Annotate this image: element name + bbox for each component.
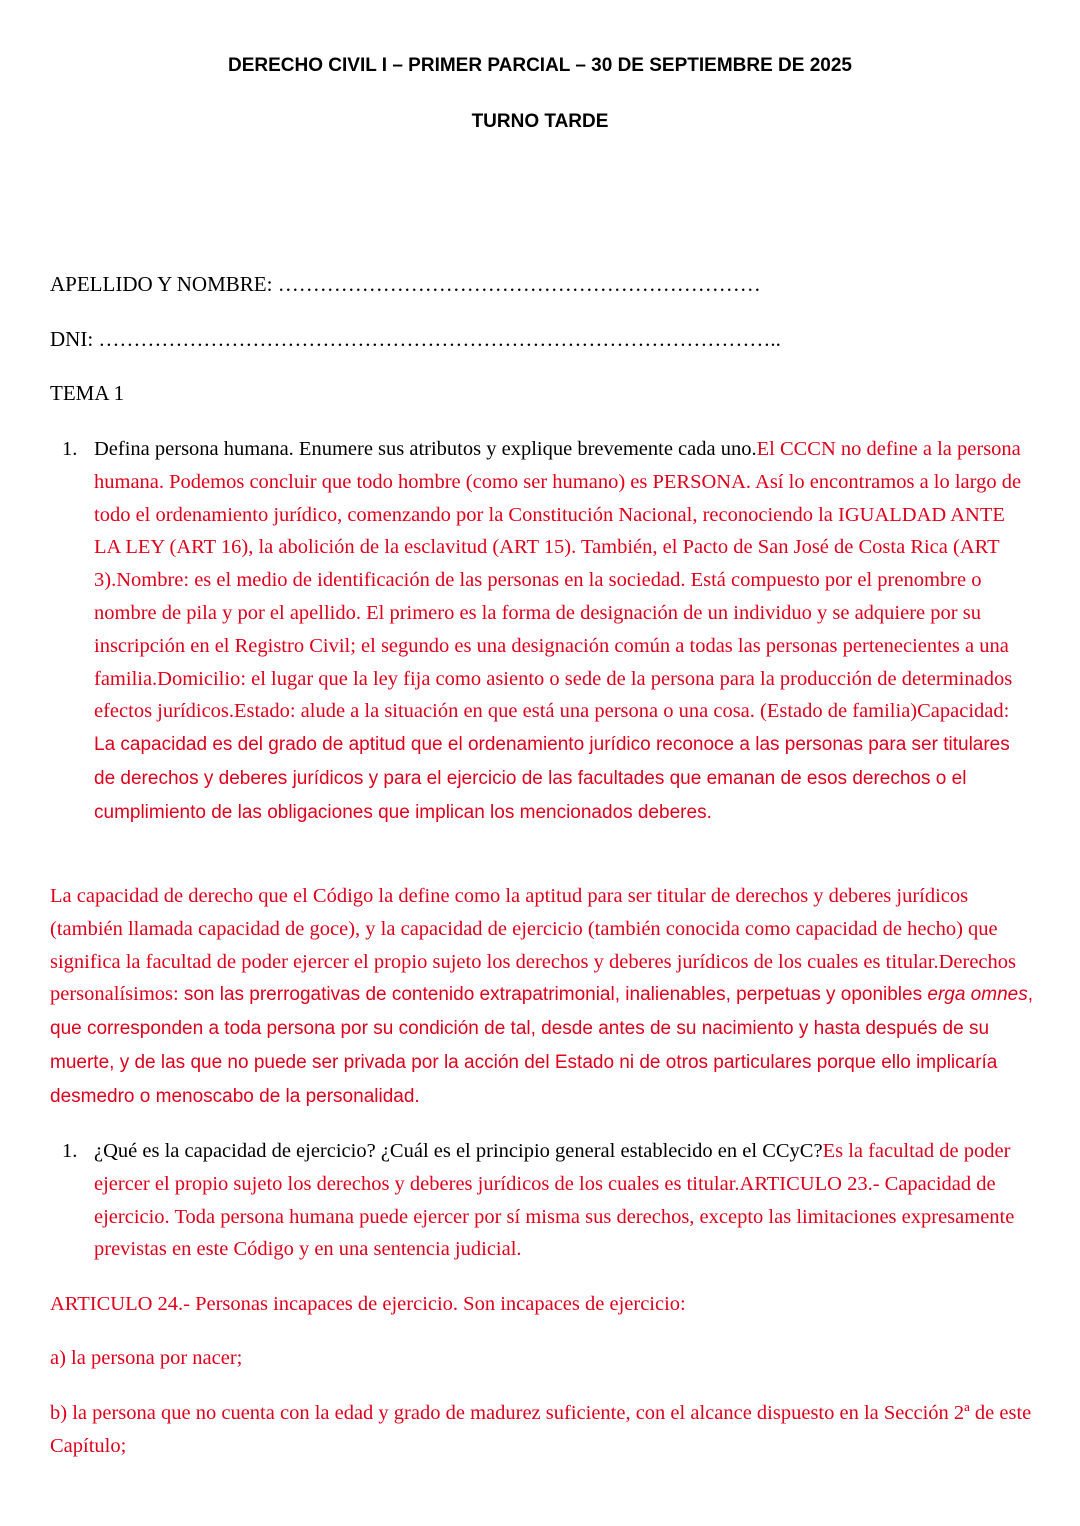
answer-1-capacidad-text: La capacidad es del grado de aptitud que el ordenamiento jurídico reconoce a las personas para ser titulares de derechos y deberes jurídicos y para el ejercicio de las facultades que emanan de esos derechos o el cumplimiento de las obligaciones que implican los mencionados deberes.	[94, 734, 1010, 823]
derechos-personalisimos-text-2: , que corresponden a toda persona por su condición de tal, desde antes de su nacimiento y hasta después de su muerte, y de las que no puede ser privada por la acción del Estado ni de otros particulares porque ello implicaría desmedro o menoscabo de la personalidad.	[50, 984, 1033, 1107]
question-1-number: 1.	[62, 438, 78, 460]
question-2	[50, 1135, 1030, 1266]
question-1	[50, 433, 1030, 830]
exam-shift: TURNO TARDE	[471, 111, 609, 132]
exam-title: DERECHO CIVIL I – PRIMER PARCIAL – 30 DE SEPTIEMBRE DE 2025	[228, 55, 852, 76]
question-2-number: 1.	[62, 1140, 78, 1162]
capacidad-derecho-text: La capacidad de derecho que el Código la define como la aptitud para ser titular de derechos y deberes jurídicos (también llamada capacidad de goce), y la capacidad de ejercicio (también conocida como capacidad de hecho) que significa la facultad de poder ejercer el propio sujeto los derechos y deberes jurídicos de los cuales es titular.Derechos personalísimos:	[50, 885, 1016, 1006]
answer-1-text: El CCCN no define a la persona humana. Podemos concluir que todo hombre (como ser humano) es PERSONA. Así lo encontramos a lo largo de todo el ordenamiento jurídico, comenzando por la Constitución Nacional, reconociendo la IGUALDAD ANTE LA LEY (ART 16), la abolición de la esclavitud (ART 15). También, el Pacto de San José de Costa Rica (ART 3).Nombre: es el medio de identificación de las personas en la sociedad. Está compuesto por el prenombre o nombre de pila y por el apellido. El primero es la forma de designación de un individuo y se adquiere por su inscripción en el Registro Civil; el segundo es una designación común a todas las personas pertenecientes a una familia.Domicilio: el lugar que la ley fija como asiento o sede de la persona para la producción de determinados efectos jurídicos.Estado: alude a la situación en que está una persona o una cosa. (Estado de familia)Capacidad:	[94, 438, 1022, 723]
name-field: APELLIDO Y NOMBRE: ……………………………………………………………	[50, 272, 761, 296]
article-24-heading: ARTICULO 24.- Personas incapaces de ejercicio. Son incapaces de ejercicio:	[50, 1293, 686, 1315]
erga-omnes-text: erga omnes	[927, 984, 1028, 1006]
answer-2-text: Es la facultad de poder ejercer el propio sujeto los derechos y deberes jurídicos de los cuales es titular.ARTICULO 23.- Capacidad de ejercicio. Toda persona humana puede ejercer por sí misma sus derechos, excepto las limitaciones expresamente previstas en este Código y en una sentencia judicial.	[94, 1140, 1015, 1261]
article-24-item-b: b) la persona que no cuenta con la edad y grado de madurez suficiente, con el alcance dispuesto en la Sección 2ª de este Capítulo;	[50, 1402, 1032, 1457]
article-24-item-a: a) la persona por nacer;	[50, 1347, 243, 1369]
topic-label: TEMA 1	[50, 381, 125, 405]
question-1-text: Defina persona humana. Enumere sus atributos y explique brevemente cada uno.	[94, 438, 757, 460]
derechos-personalisimos-text: son las prerrogativas de contenido extrapatrimonial, inalienables, perpetuas y oponibles	[183, 984, 928, 1006]
capacidad-paragraph	[50, 880, 1035, 1114]
dni-field: DNI: ……………………………………………………………………………………..	[50, 327, 781, 351]
question-2-text: ¿Qué es la capacidad de ejercicio? ¿Cuál es el principio general establecido en el CCyC?	[94, 1140, 823, 1162]
